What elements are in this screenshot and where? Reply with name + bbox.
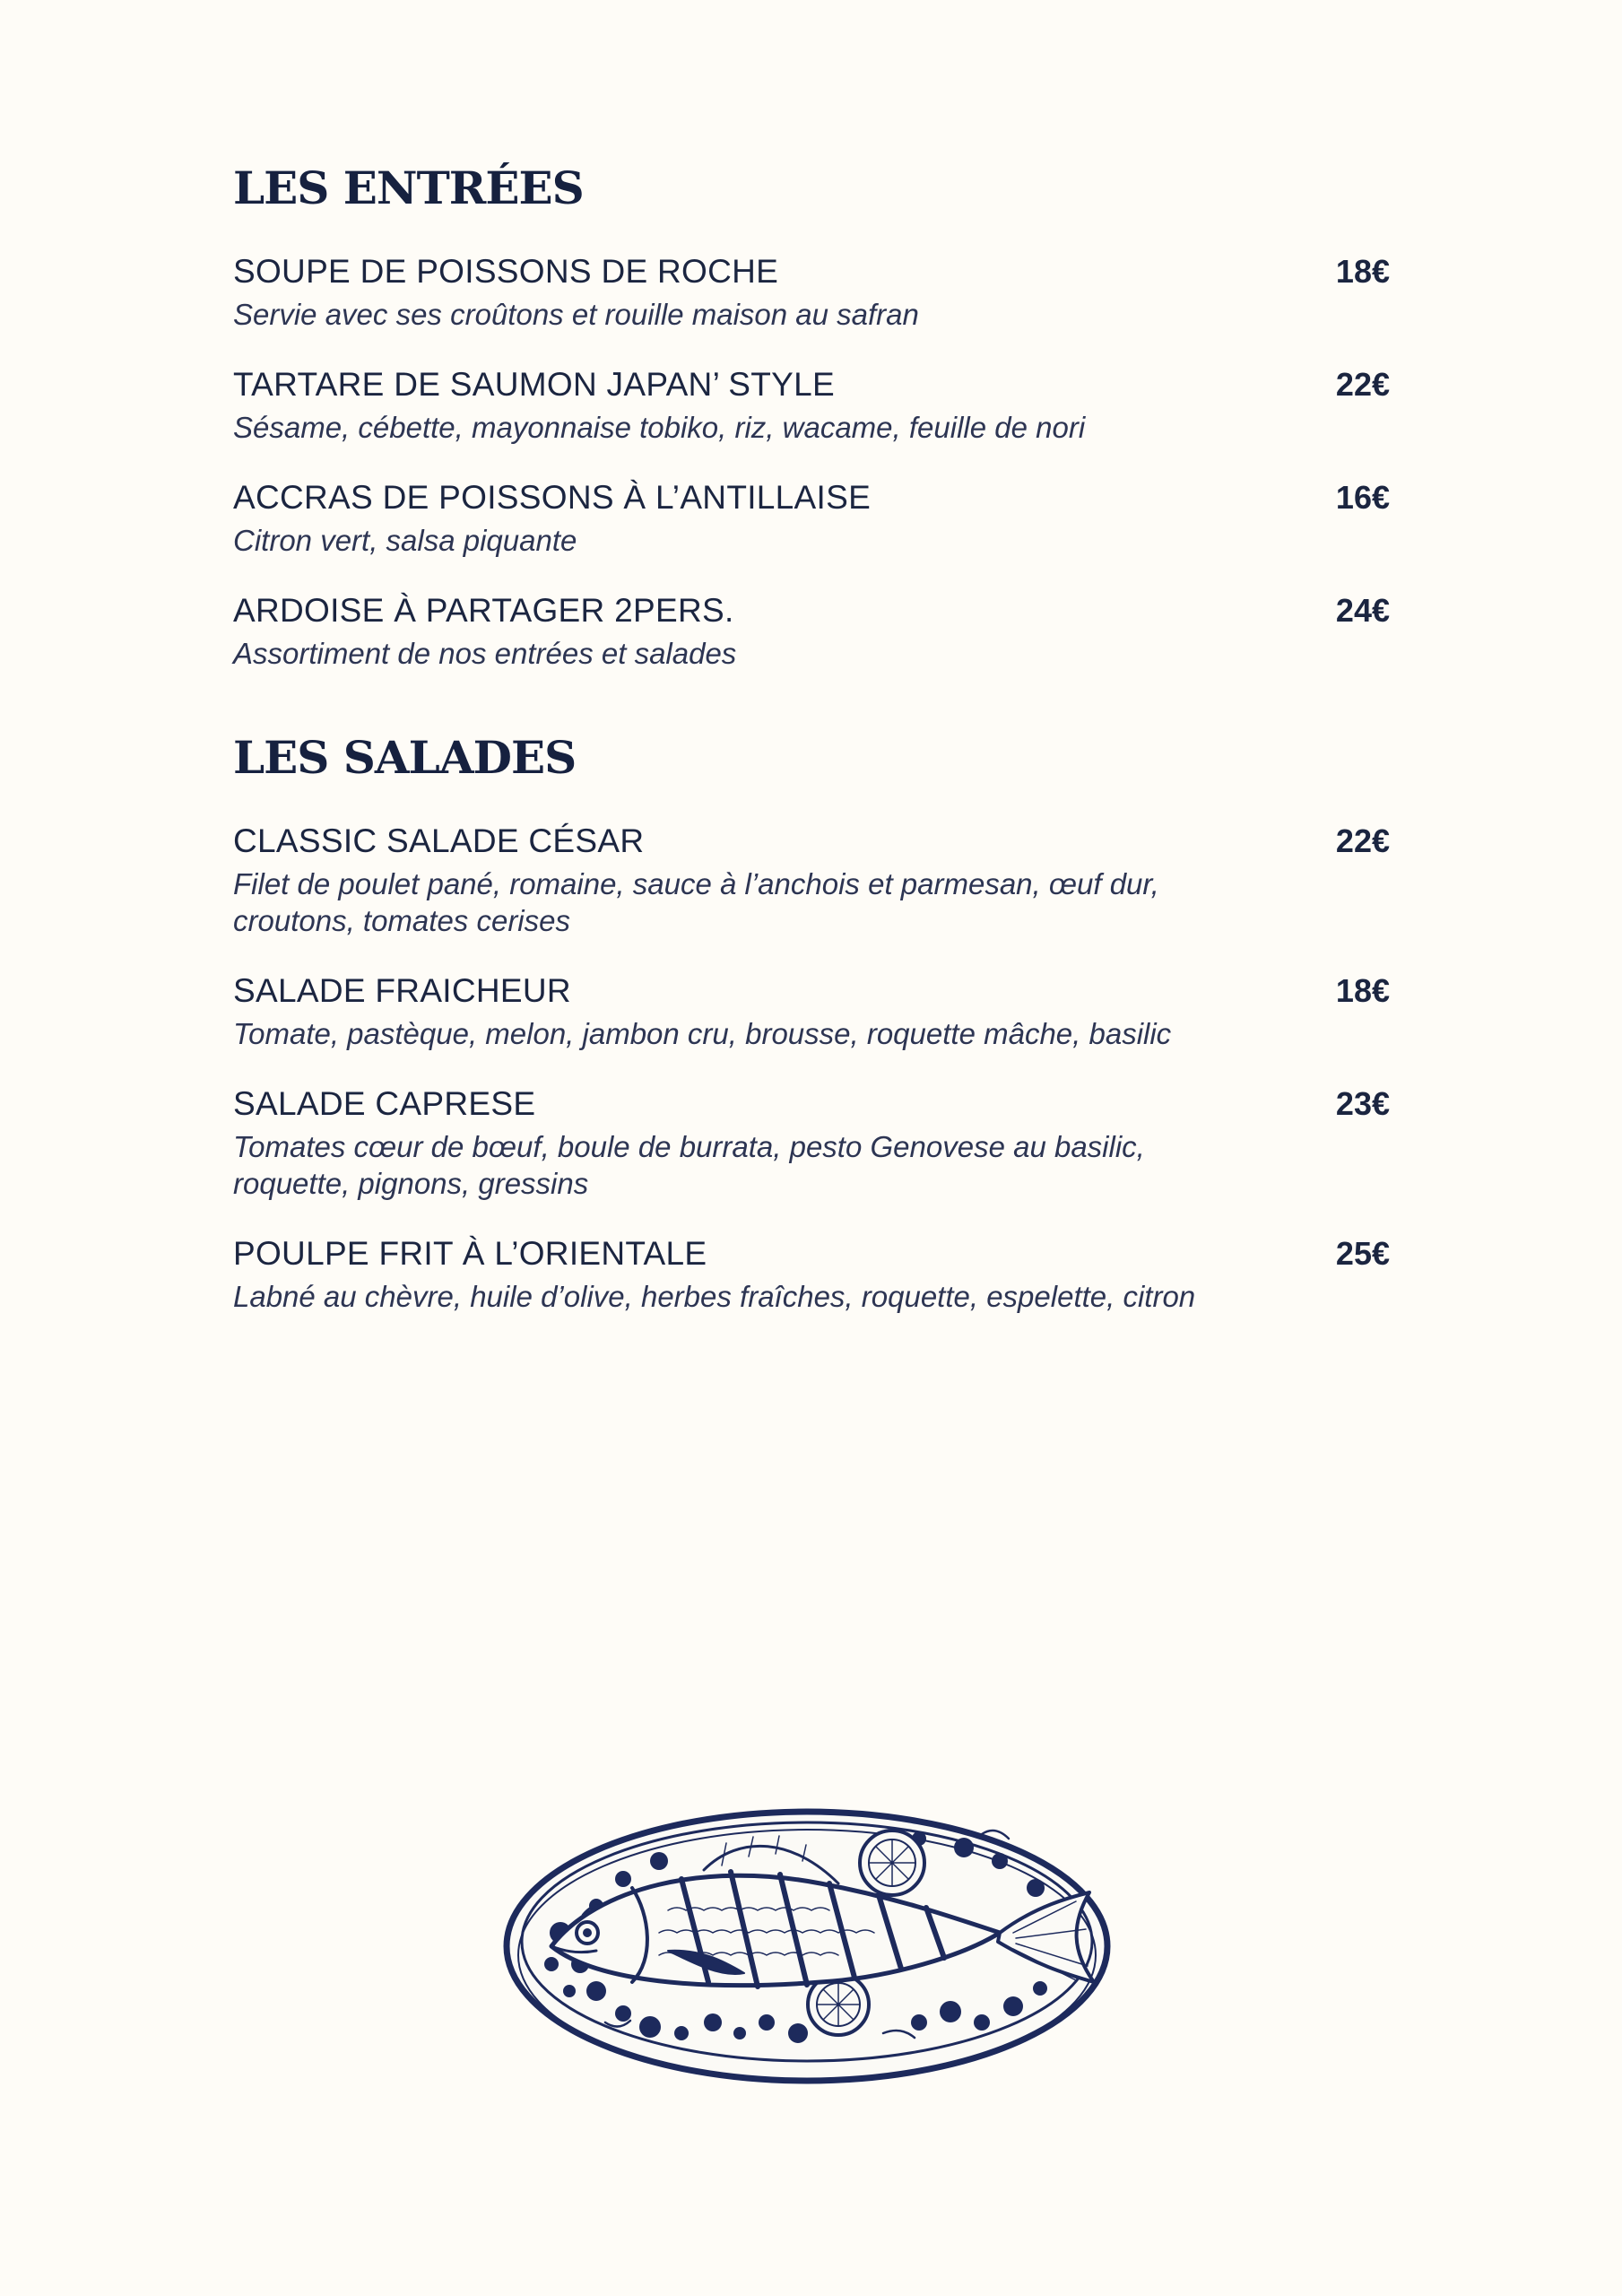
item-price: 18€ xyxy=(1335,972,1390,1010)
item-name: SALADE CAPRESE xyxy=(233,1085,536,1123)
item-description: Filet de poulet pané, romaine, sauce à l’anchois et parmesan, œuf dur, croutons, tomates cerises xyxy=(233,866,1159,937)
item-name: ACCRAS DE POISSONS À L’ANTILLAISE xyxy=(233,478,872,516)
menu-item xyxy=(233,480,1390,559)
menu-items xyxy=(233,823,1390,1315)
item-description: Sésame, cébette, mayonnaise tobiko, riz, wacame, feuille de nori xyxy=(233,410,1086,444)
item-name: POULPE FRIT À L’ORIENTALE xyxy=(233,1235,707,1273)
menu-item xyxy=(233,973,1390,1052)
item-name: SOUPE DE POISSONS DE ROCHE xyxy=(233,253,779,290)
item-description: Tomates cœur de bœuf, boule de burrata, pesto Genovese au basilic, roquette, pignons, gressins xyxy=(233,1129,1145,1201)
menu-item xyxy=(233,254,1390,333)
item-description: Servie avec ses croûtons et rouille maison au safran xyxy=(233,297,919,331)
item-name: ARDOISE À PARTAGER 2PERS. xyxy=(233,591,734,629)
item-description: Citron vert, salsa piquante xyxy=(233,523,577,557)
section-title: LES ENTRÉES xyxy=(233,161,584,214)
item-price: 22€ xyxy=(1335,822,1390,859)
item-price: 22€ xyxy=(1335,365,1390,403)
item-description: Tomate, pastèque, melon, jambon cru, brousse, roquette mâche, basilic xyxy=(233,1016,1172,1050)
section-salades xyxy=(233,731,1390,1349)
menu-items xyxy=(233,254,1390,672)
menu-item xyxy=(233,1236,1390,1315)
item-name: CLASSIC SALADE CÉSAR xyxy=(233,822,645,859)
item-price: 25€ xyxy=(1335,1235,1390,1273)
item-description: Assortiment de nos entrées et salades xyxy=(233,636,737,670)
menu-item xyxy=(233,367,1390,446)
fish-plate-icon xyxy=(498,1798,1116,2103)
item-price: 23€ xyxy=(1335,1085,1390,1123)
item-price: 24€ xyxy=(1335,591,1390,629)
item-description: Labné au chèvre, huile d’olive, herbes fraîches, roquette, espelette, citron xyxy=(233,1280,1196,1313)
item-name: SALADE FRAICHEUR xyxy=(233,972,571,1010)
section-entrees xyxy=(233,161,1390,706)
item-price: 18€ xyxy=(1335,253,1390,290)
item-price: 16€ xyxy=(1335,478,1390,516)
menu-item xyxy=(233,823,1390,939)
section-title: LES SALADES xyxy=(233,731,577,784)
menu-item xyxy=(233,593,1390,672)
menu-item xyxy=(233,1086,1390,1202)
item-name: TARTARE DE SAUMON JAPAN’ STYLE xyxy=(233,365,836,403)
